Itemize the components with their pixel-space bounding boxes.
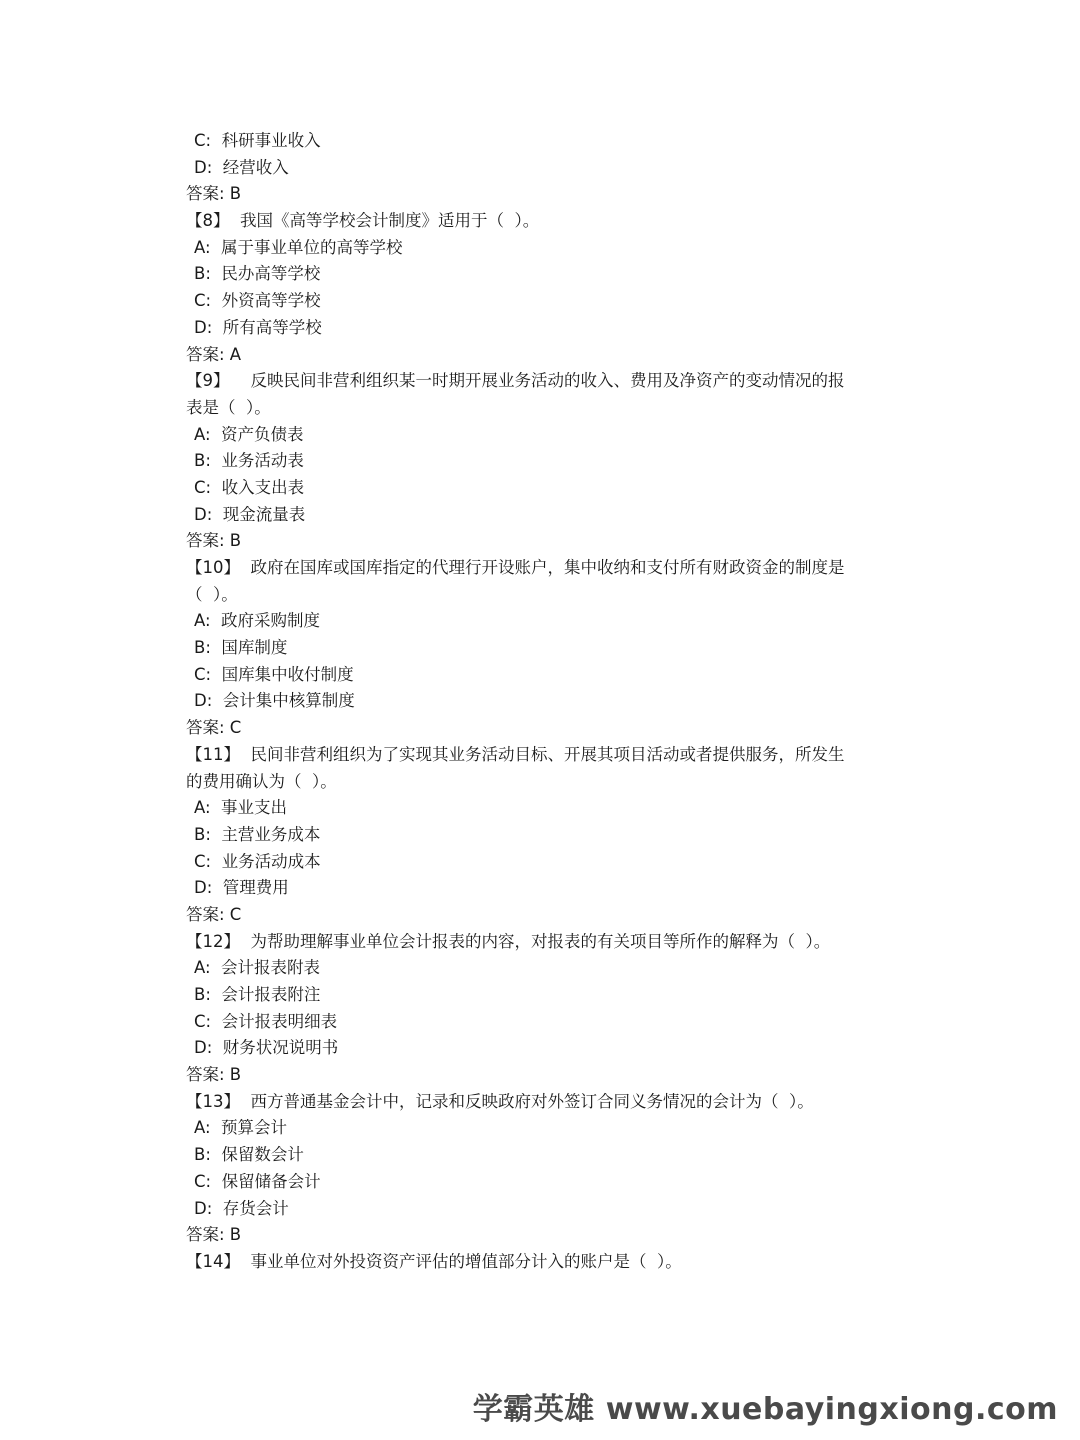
option-line: D: 管理费用 [194,878,289,898]
answer-line: 答案: B [186,1065,242,1085]
answer-line: 答案: B [186,1225,242,1245]
document-body [186,128,906,1276]
question-line: 【13】 西方普通基金会计中，记录和反映政府对外签订合同义务情况的会计为（ ）。 [186,1091,814,1111]
option-line: A: 政府采购制度 [194,611,321,631]
option-line: D: 会计集中核算制度 [194,691,355,711]
answer-line: 答案: A [186,344,242,364]
option-line: D: 经营收入 [194,157,289,177]
question-line: （ ）。 [186,584,238,604]
question-line: 【10】 政府在国库或国库指定的代理行开设账户，集中收纳和支付所有财政资金的制度是 [186,558,845,577]
option-line: B: 主营业务成本 [194,824,321,844]
option-line: B: 业务活动表 [194,451,304,471]
option-line: B: 国库制度 [194,638,288,658]
option-line: C: 外资高等学校 [194,291,321,311]
question-line: 的费用确认为（ ）。 [186,771,337,791]
question-line: 【11】 民间非营利组织为了实现其业务活动目标、开展其项目活动或者提供服务，所发生 [186,744,845,764]
option-line: D: 现金流量表 [194,504,306,524]
option-line: C: 科研事业收入 [194,131,321,150]
option-line: A: 事业支出 [194,798,288,818]
option-line: C: 业务活动成本 [194,851,321,871]
question-line: 【9】 反映民间非营利组织某一时期开展业务活动的收入、费用及净资产的变动情况的报 [186,371,845,391]
question-line: 【14】 事业单位对外投资资产评估的增值部分计入的账户是（ ）。 [186,1251,682,1271]
answer-line: 答案: C [186,904,242,924]
answer-line: 答案: B [186,531,242,551]
option-line: D: 财务状况说明书 [194,1038,339,1058]
option-line: B: 会计报表附注 [194,985,321,1004]
option-line: B: 保留数会计 [194,1145,304,1165]
option-line: A: 资产负债表 [194,424,304,444]
option-line: D: 存货会计 [194,1198,289,1218]
question-line: 表是（ ）。 [186,397,271,417]
option-line: C: 国库集中收付制度 [194,664,354,684]
option-line: C: 保留储备会计 [194,1171,321,1191]
site-watermark: 学霸英雄 www.xuebayingxiong.com [472,1392,1058,1427]
answer-line: 答案: C [186,718,242,738]
option-line: B: 民办高等学校 [194,264,321,284]
option-line: C: 会计报表明细表 [194,1011,338,1031]
option-line: C: 收入支出表 [194,477,305,497]
option-line: A: 会计报表附表 [194,958,321,978]
question-line: 【12】 为帮助理解事业单位会计报表的内容，对报表的有关项目等所作的解释为（ ）。 [186,931,831,951]
option-line: A: 预算会计 [194,1118,288,1138]
option-line: A: 属于事业单位的高等学校 [194,237,403,257]
option-line: D: 所有高等学校 [194,317,322,337]
answer-line: 答案: B [186,184,242,204]
question-line: 【8】 我国《高等学校会计制度》适用于（ ）。 [186,211,540,231]
